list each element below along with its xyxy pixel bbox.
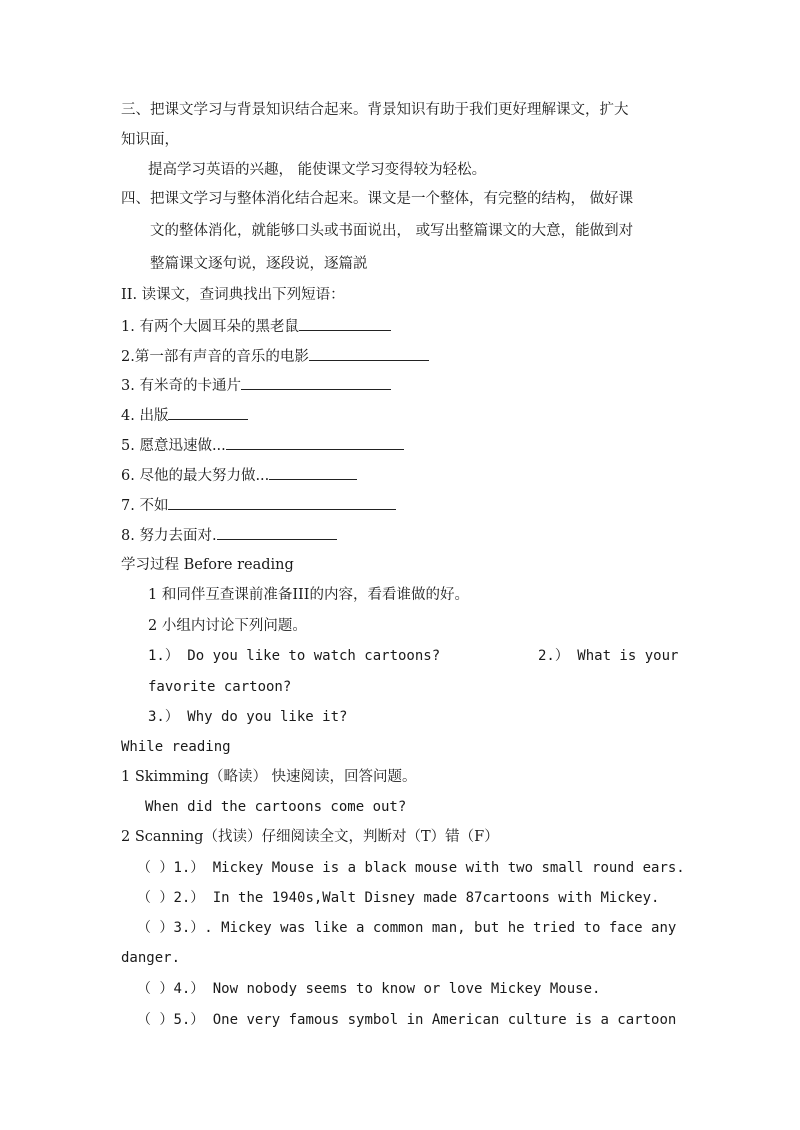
tf-answer-paren-2[interactable]: （ ）: [137, 890, 174, 906]
tf-statement-1: 1.） Mickey Mouse is a black mouse with two small round ears.: [173, 860, 685, 876]
phrase-item-8-text: 8. 努力去面对.: [121, 528, 217, 544]
phrase-item-2-text: 2.第一部有声音的音乐的电影: [121, 349, 309, 365]
process-heading: 学习过程 Before reading: [121, 557, 294, 573]
phrase-item-7: [121, 495, 396, 516]
phrase-item-3: [121, 375, 391, 396]
tf-answer-paren-5[interactable]: （ ）: [137, 1012, 174, 1028]
answer-blank-7[interactable]: [168, 495, 396, 510]
phrase-item-8: [121, 525, 337, 546]
scanning-instruction: 2 Scanning（找读）仔细阅读全文，判断对（T）错（F）: [121, 829, 499, 845]
tf-answer-paren-4[interactable]: （ ）: [137, 981, 174, 997]
section2-heading: II. 读课文，查词典找出下列短语：: [121, 287, 345, 303]
question-3: 3.） Why do you like it?: [148, 709, 348, 725]
point3-line2: 知识面，: [121, 132, 179, 148]
tf-statement-2: 2.） In the 1940s,Walt Disney made 87cartoons with Mickey.: [173, 890, 660, 906]
answer-blank-1[interactable]: [299, 316, 391, 331]
skimming-instruction: 1 Skimming（略读） 快速阅读，回答问题。: [121, 769, 417, 785]
tf-item-4: [137, 979, 600, 999]
skimming-question: When did the cartoons come out?: [145, 799, 407, 815]
tf-item-2: [137, 888, 659, 908]
phrase-item-2: [121, 346, 429, 367]
point3-line1: [121, 100, 679, 120]
while-reading-heading: While reading: [121, 739, 231, 755]
tf-item-3: [137, 918, 676, 938]
phrase-item-6: [121, 465, 357, 486]
tf-answer-paren-1[interactable]: （ ）: [137, 860, 174, 876]
point4-line1: 四、把课文学习与整体消化结合起来。课文是一个整体，有完整的结构， 做好课: [121, 191, 634, 207]
tf-item-1: [137, 858, 685, 878]
tf-answer-paren-3[interactable]: （ ）: [137, 920, 174, 936]
tf-statement-5: 5.） One very famous symbol in American culture is a cartoon: [173, 1012, 677, 1028]
phrase-item-1-text: 1. 有两个大圆耳朵的黑老鼠: [121, 319, 299, 335]
answer-blank-2[interactable]: [309, 346, 429, 361]
point3-line3: 提高学习英语的兴趣， 能使课文学习变得较为轻松。: [148, 162, 487, 178]
question-1: 1.） Do you like to watch cartoons?: [148, 648, 441, 664]
answer-blank-5[interactable]: [226, 435, 404, 450]
phrase-item-4: [121, 405, 248, 426]
question-2-cont: favorite cartoon?: [148, 679, 292, 695]
tf-item-5: [137, 1010, 676, 1030]
phrase-item-5: [121, 435, 404, 456]
phrase-item-6-text: 6. 尽他的最大努力做...: [121, 468, 270, 484]
question-2: 2.） What is your: [538, 648, 679, 664]
phrase-item-1: [121, 316, 391, 337]
task-1: 1 和同伴互查课前准备III的内容，看看谁做的好。: [148, 587, 470, 603]
point3-line1-text: 三、把课文学习与背景知识结合起来。背景知识有助于我们更好理解课文，扩大: [121, 102, 629, 118]
tf-item-3-cont: danger.: [121, 950, 181, 966]
point4-line2: 文的整体消化，就能够口头或书面说出， 或写出整篇课文的大意，能做到对: [150, 223, 634, 239]
answer-blank-4[interactable]: [168, 405, 248, 420]
answer-blank-8[interactable]: [217, 525, 337, 540]
answer-blank-6[interactable]: [269, 465, 357, 480]
phrase-item-5-text: 5. 愿意迅速做...: [121, 438, 226, 454]
phrase-item-7-text: 7. 不如: [121, 498, 169, 514]
task-2: 2 小组内讨论下列问题。: [148, 618, 307, 634]
phrase-item-4-text: 4. 出版: [121, 408, 169, 424]
tf-statement-4: 4.） Now nobody seems to know or love Mickey Mouse.: [173, 981, 601, 997]
answer-blank-3[interactable]: [241, 375, 391, 390]
phrase-item-3-text: 3. 有米奇的卡通片: [121, 378, 241, 394]
point4-line3: 整篇课文逐句说，逐段说，逐篇説: [150, 256, 368, 272]
tf-statement-3: 3.）. Mickey was like a common man, but he tried to face any: [173, 920, 677, 936]
